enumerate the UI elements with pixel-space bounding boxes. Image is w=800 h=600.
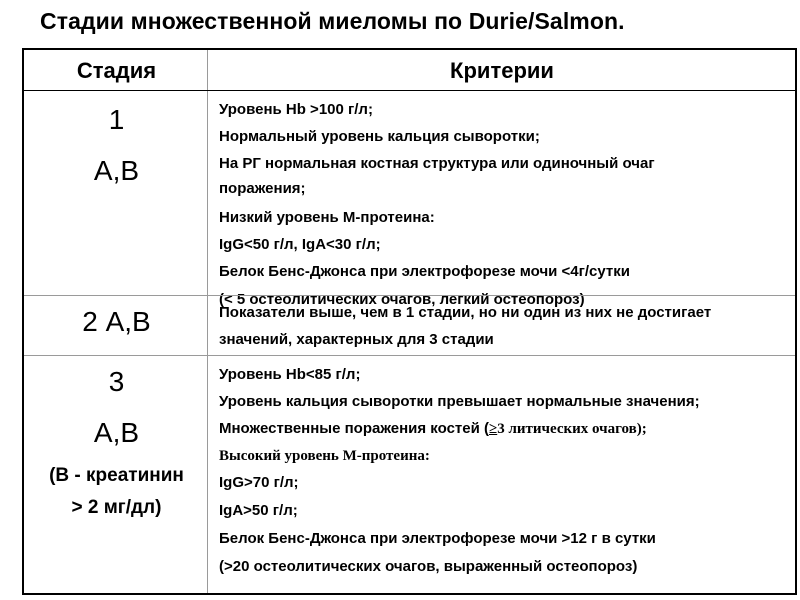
stage-1-criterion: Уровень Hb >100 г/л; (219, 101, 373, 118)
stage-1-number: 1 (108, 104, 125, 135)
stage-3-criterion: Уровень кальция сыворотки превышает нормальные значения; (219, 393, 700, 410)
header-stage: Стадия (76, 58, 157, 83)
stage-3-criterion: IgG>70 г/л; (219, 474, 299, 491)
stage-3-criterion-tail: 3 литических очагов); (497, 421, 647, 437)
header-divider (24, 90, 795, 91)
stage-2-criterion: Показатели выше, чем в 1 стадии, но ни один из них не достигает (219, 304, 712, 321)
stage-1-criterion: На РГ нормальная костная структура или одиночный очаг (219, 155, 655, 172)
stage-3-note: > 2 мг/дл) (71, 497, 162, 518)
stage-1-criterion: IgG<50 г/л, IgA<30 г/л; (219, 236, 381, 253)
stage-1-criterion: Белок Бенс-Джонса при электрофорезе мочи <4г/сутки (219, 263, 630, 280)
stage-2-label: 2 А,В (82, 306, 151, 337)
row-divider (24, 355, 795, 356)
stage-3-sub: А,В (93, 417, 140, 448)
stage-1-criterion: поражения; (219, 180, 306, 197)
stage-2-criterion: значений, характерных для 3 стадии (219, 331, 494, 348)
header-criteria: Критерии (450, 58, 554, 83)
stage-3-note: (В - креатинин (49, 465, 184, 486)
greater-equal-symbol: ≥ (489, 421, 498, 437)
stage-3-cell (24, 368, 209, 522)
stage-1-cell (24, 106, 209, 185)
page-title: Стадии множественной миеломы по Durie/Salmon. (40, 8, 625, 34)
stage-3-criterion: Уровень Hb<85 г/л; (219, 366, 361, 383)
stage-3-criterion: (>20 остеолитических очагов, выраженный остеопороз) (219, 558, 638, 575)
stage-3-criterion: Белок Бенс-Джонса при электрофорезе мочи >12 г в сутки (219, 530, 656, 547)
stage-2-cell (24, 308, 209, 336)
stage-1-sub: А,В (93, 155, 140, 186)
stage-1-criterion: (< 5 остеолитических очагов, легкий остеопороз) (219, 291, 585, 308)
staging-table (22, 48, 797, 595)
stage-3-criterion: IgA>50 г/л; (219, 502, 298, 519)
row-divider (24, 295, 795, 296)
stage-3-criterion (219, 420, 647, 438)
stage-1-criterion: Нормальный уровень кальция сыворотки; (219, 128, 540, 145)
stage-3-number: 3 (108, 366, 125, 397)
stage-3-criterion-text: Множественные поражения костей ( (219, 420, 489, 437)
stage-1-criterion: Низкий уровень М-протеина: (219, 209, 435, 226)
stage-3-criterion: Высокий уровень М-протеина: (219, 448, 430, 464)
